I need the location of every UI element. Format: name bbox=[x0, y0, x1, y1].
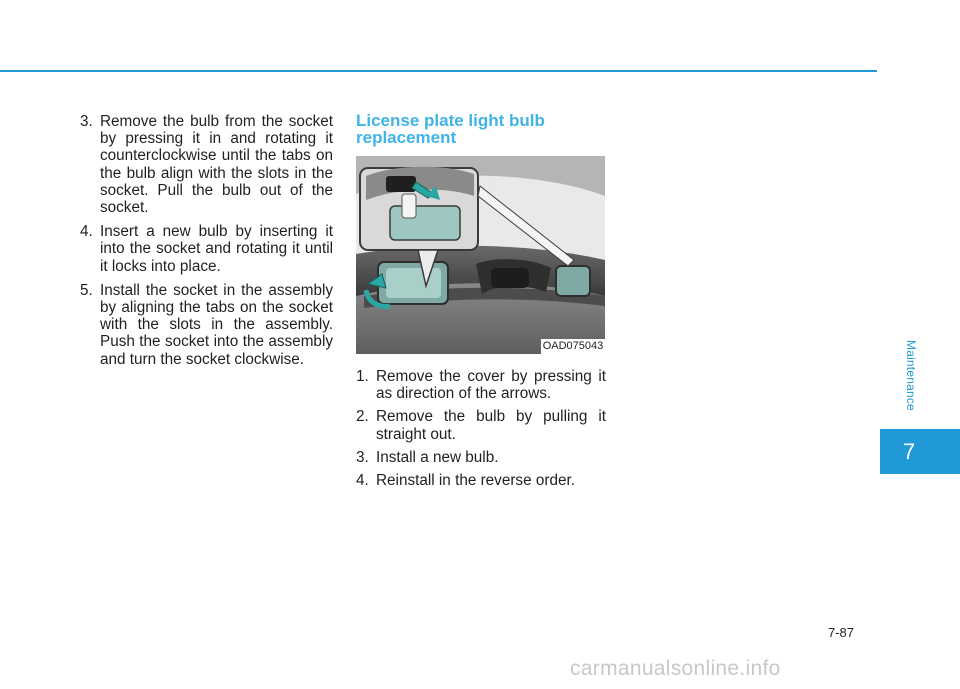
section-steps bbox=[356, 368, 606, 489]
watermark: carmanualsonline.info bbox=[570, 657, 781, 680]
car-trunk-drawing bbox=[356, 156, 605, 354]
step-number: 4. bbox=[80, 223, 93, 241]
license-plate-light-illustration bbox=[356, 156, 605, 354]
section-title: License plate light bulb replacement bbox=[356, 111, 545, 147]
step-3 bbox=[356, 449, 606, 466]
step-number: 3. bbox=[80, 113, 93, 130]
chapter-number: 7 bbox=[902, 439, 916, 464]
middle-column bbox=[356, 112, 606, 495]
step-2 bbox=[356, 408, 606, 442]
step-number: 1. bbox=[356, 368, 369, 385]
step-1 bbox=[356, 368, 606, 402]
step-text: Install a new bulb. bbox=[376, 448, 499, 466]
chapter-side-label: Maintenance bbox=[904, 340, 918, 411]
step-number: 4. bbox=[356, 472, 369, 490]
chapter-tab bbox=[880, 429, 960, 474]
step-number: 3. bbox=[356, 448, 369, 466]
header-rule bbox=[0, 70, 877, 72]
step-5 bbox=[80, 282, 333, 368]
step-text: Reinstall in the reverse order. bbox=[376, 472, 575, 490]
figure-code: OAD075043 bbox=[542, 340, 604, 352]
step-text: Remove the bulb from the socket by pressing it in and rotating it counterclockwise until the tabs on the bulb align with the slots in the socket. Pull the bulb out of the socket. bbox=[100, 113, 333, 217]
left-column bbox=[80, 113, 333, 375]
step-text: Insert a new bulb by inserting it into the socket and rotating it until it locks into place. bbox=[100, 223, 333, 275]
step-text: Remove the bulb by pulling it straight out. bbox=[376, 408, 606, 443]
page-number: 7-87 bbox=[828, 625, 855, 640]
step-4 bbox=[80, 223, 333, 275]
step-4 bbox=[356, 472, 606, 489]
step-number: 2. bbox=[356, 408, 369, 426]
step-text: Remove the cover by pressing it as direction of the arrows. bbox=[376, 368, 606, 403]
step-number: 5. bbox=[80, 281, 93, 299]
step-3 bbox=[80, 113, 333, 216]
step-text: Install the socket in the assembly by aligning the tabs on the socket with the slots in the assembly. Push the socket into the assembly and turn the socket clockwise. bbox=[100, 281, 333, 368]
